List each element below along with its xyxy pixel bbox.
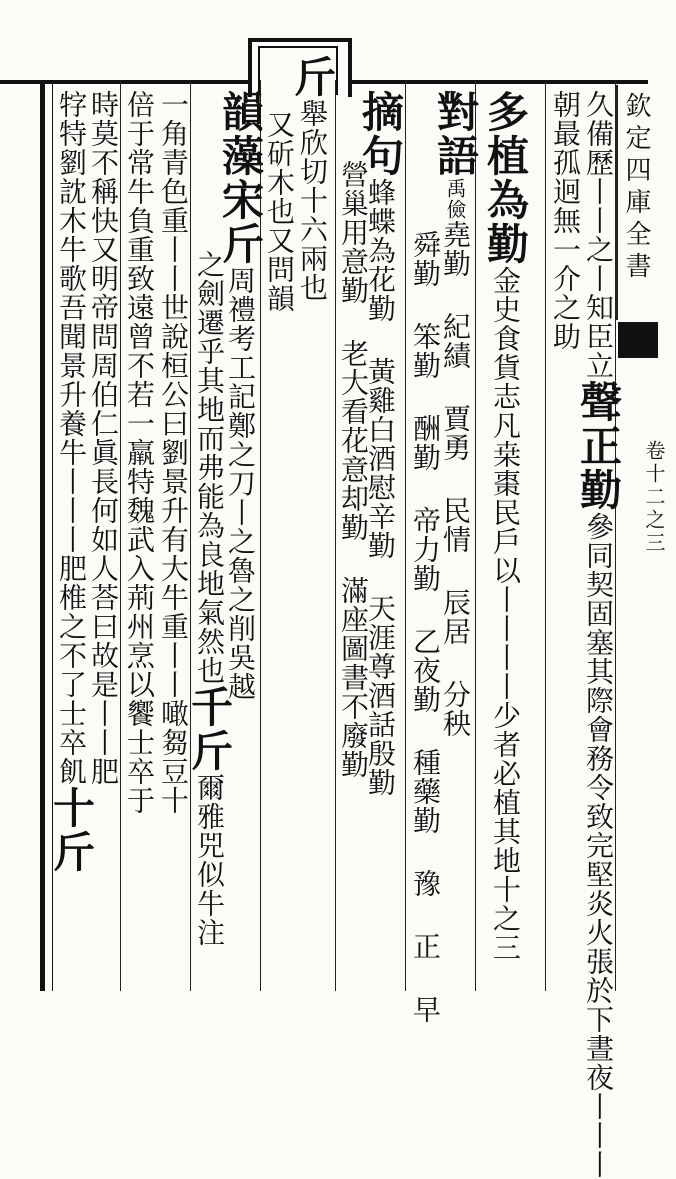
- column-text: 朝最孤迥無一介之助: [549, 90, 582, 351]
- text-column-13: [124, 90, 154, 815]
- column-small: 禹儉: [443, 178, 467, 220]
- text-column-8: [288, 55, 337, 302]
- entry-heading: 十斤: [47, 786, 96, 874]
- col-rule: [335, 80, 336, 991]
- text-column-9: [264, 110, 294, 313]
- text-column-15: [47, 90, 96, 874]
- column-text: 爾雅兕似牛注: [193, 773, 226, 947]
- col-rule: [405, 80, 406, 991]
- entry-heading: 斤: [288, 55, 337, 99]
- column-text: 蜂蝶為花勤 黃雞白酒慰辛勤 天涯尊酒話殷勤: [364, 178, 397, 797]
- col-rule: [190, 80, 191, 991]
- entry-heading: 聲正勤: [574, 380, 623, 512]
- column-text: 牸特劉訦木牛歌吾聞景升養牛丨丨丨肥椎之不了士卒飢: [55, 90, 88, 786]
- col-rule: [120, 80, 121, 991]
- volume-label: 卷十二之三: [642, 440, 666, 555]
- book-title: 欽定四庫全書: [621, 92, 651, 284]
- text-column-2: [550, 90, 580, 351]
- column-text: 金史食貨志凡桒棗民戶以丨丨丨丨少者必植其地十之三: [489, 266, 522, 962]
- column-text: 營巢用意勤 老大看花意却勤 滿座圖書不廢勤: [337, 160, 370, 779]
- column-text: 之劍遷乎其地而弗能為良地氣然也: [193, 250, 226, 685]
- column-text: 又斫木也又問韻: [263, 110, 296, 313]
- column-text: 舜勤 笨勤 酬勤 帝力勤 乙夜勤 種藥勤 豫 正 早: [409, 230, 442, 1024]
- column-text: 舉欣切十六兩也: [296, 99, 329, 302]
- text-column-14: [88, 90, 118, 786]
- text-column-4: [431, 90, 480, 738]
- entry-heading: 對語: [431, 90, 480, 178]
- text-column-3: [481, 90, 530, 962]
- frame-left: [40, 80, 45, 991]
- entry-heading: 韻藻宋斤: [216, 90, 265, 266]
- text-column-11: [185, 250, 234, 947]
- column-text: 一角青色重丨丨世說桓公曰劉景升有大牛重丨丨噉芻豆十: [157, 90, 190, 815]
- column-text: 時莫不稱快又明帝問周伯仁眞長何如人荅曰故是丨丨肥: [87, 90, 120, 786]
- column-text: 倍于常牛負重致遠曾不若一羸特魏武入荊州烹以饗士卒于: [123, 90, 156, 815]
- edge-bar: [618, 322, 658, 358]
- text-column-1: [574, 90, 623, 1179]
- col-rule: [475, 80, 476, 991]
- entry-heading: 多植為勤: [481, 90, 530, 266]
- column-text: 久備歷丨丨之丨知臣立: [582, 90, 615, 380]
- column-text: 參同契固塞其際會務令致完堅炎火張於下晝夜丨丨丨: [582, 512, 615, 1179]
- text-column-12: [158, 90, 188, 815]
- text-column-5: [410, 230, 440, 1024]
- column-text: 周禮考工記鄭之刀丨之魯之削吳越: [224, 266, 257, 701]
- entry-heading: 千斤: [185, 685, 234, 773]
- column-text: 堯勤 紀績 賈勇 民情 辰居 分秧: [439, 220, 472, 738]
- entry-heading: 摘句: [356, 90, 405, 178]
- text-column-10: [216, 90, 265, 701]
- text-column-7: [338, 160, 368, 779]
- col-rule: [545, 80, 546, 991]
